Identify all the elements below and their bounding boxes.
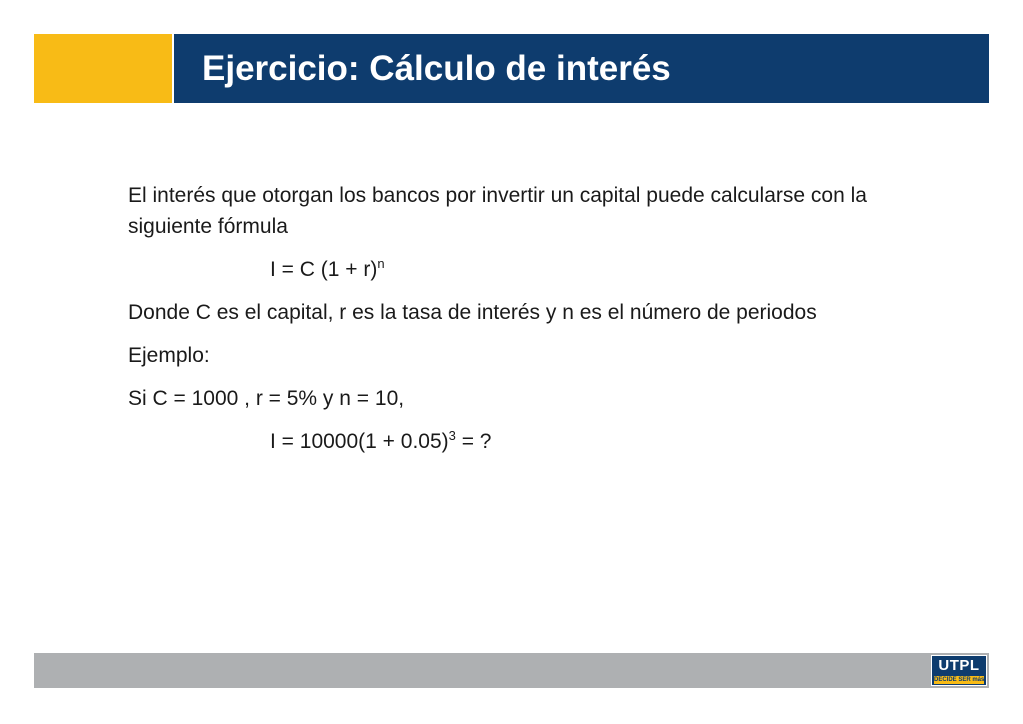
logo-slogan: DECIDE SER más: [934, 677, 984, 683]
intro-text: El interés que otorgan los bancos por invertir un capital puede calcularse con la siguiente fórmula: [128, 184, 867, 238]
formula-exponent: n: [377, 256, 385, 271]
example-label: Ejemplo:: [128, 344, 210, 367]
header-accent-block: [34, 34, 172, 103]
formula: [128, 254, 928, 285]
logo-text: UTPL: [938, 657, 980, 674]
slide-title: Ejercicio: Cálculo de interés: [202, 49, 671, 88]
example-formula: [128, 426, 928, 457]
example-formula-suffix: = ?: [455, 430, 492, 453]
utpl-logo: [931, 655, 987, 686]
definition-text: Donde C es el capital, r es la tasa de interés y n es el número de periodos: [128, 301, 817, 324]
footer-bar: [34, 653, 989, 688]
slide-body: [128, 180, 928, 457]
example-formula-base: I = 10000(1 + 0.05): [270, 430, 449, 453]
example-formula-exponent: 3: [448, 428, 456, 443]
example-values: Si C = 1000 , r = 5% y n = 10,: [128, 387, 405, 410]
formula-base: I = C (1 + r): [270, 258, 378, 281]
header-bar: [174, 34, 989, 103]
